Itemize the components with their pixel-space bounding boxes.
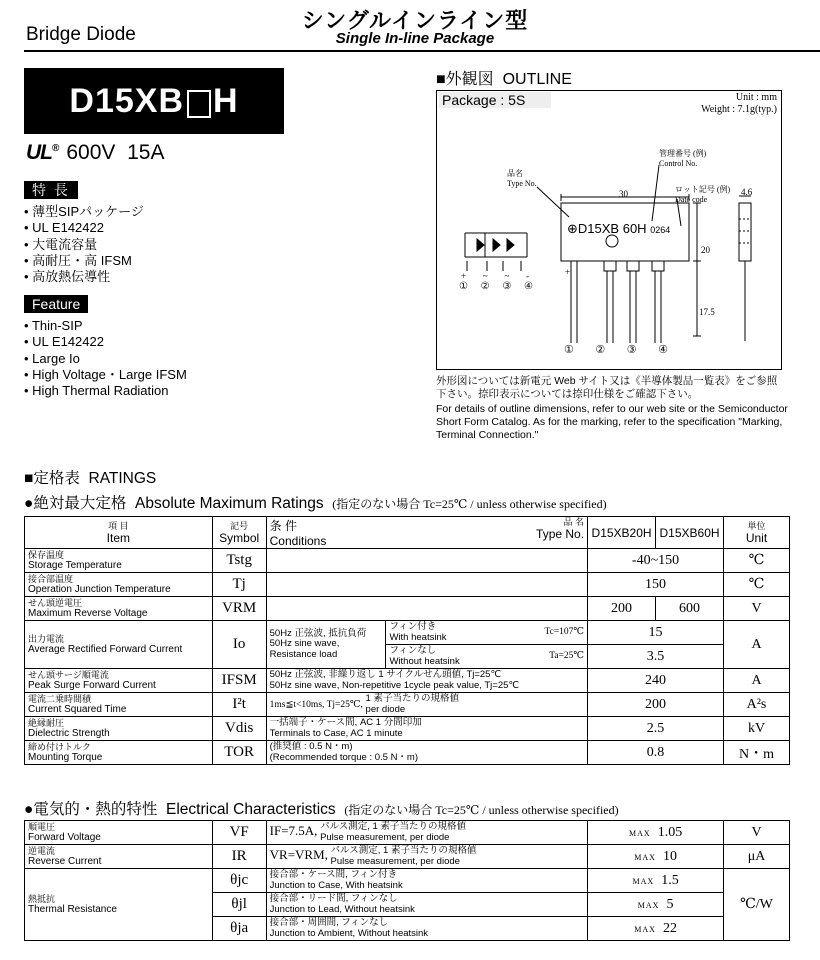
- weight-label: Weight : 7.1g(typ.): [701, 104, 777, 115]
- table-row: せん頭サージ順電流 Peak Surge Forward Current IFSM 50Hz 正弦波, 非繰り返し 1 サイクルせん頭値, Tj=25℃ 50Hz sine wave, Non-repetitive 1cycle peak value, Tj=25℃ 240 A: [25, 669, 790, 693]
- schematic-signs: + ~ ~ -: [461, 271, 529, 281]
- feature-item: • 大電流容量: [24, 237, 144, 253]
- type-no-callout: 品名 Type No.: [507, 169, 537, 188]
- unit-label: Unit : mm: [735, 92, 777, 103]
- voltage: 600V: [66, 141, 116, 164]
- part-number-box: [24, 68, 284, 134]
- dim-thickness: 4.6: [741, 187, 753, 197]
- feature-item: • UL E142422: [24, 220, 144, 236]
- electrical-heading: ●電気的・熱的特性 Electrical Characteristics (指定のない場合 Tc=25℃ / unless otherwise specified): [24, 801, 619, 818]
- variant-square-icon: [187, 90, 211, 118]
- table-row: 出力電流 Average Rectified Forward Current Io 50Hz 正弦波, 抵抗負荷 50Hz sine wave, Resistance load フィン付き With heatsink Tc=107℃ 15 A: [25, 621, 790, 645]
- top-divider: [24, 50, 820, 52]
- outline-heading: ■外観図 OUTLINE: [436, 71, 572, 88]
- table-row: θja 接合部・周囲間, フィンなし Junction to Ambient, Without heatsink MAX 22: [25, 917, 790, 941]
- current: 15A: [127, 141, 165, 164]
- feature-item: • High Voltage・Large IFSM: [24, 367, 187, 383]
- outline-drawing: [436, 90, 782, 370]
- table-row: 順電圧 Forward Voltage VF IF=7.5A, パルス測定, 1 素子当たりの規格値 Pulse measurement, per diode MAX 1.05 V: [25, 821, 790, 845]
- electrical-table: [24, 820, 790, 941]
- ul-logo-icon: UL®: [26, 141, 59, 164]
- dim-width: 30: [619, 189, 628, 199]
- table-row: 絶縁耐圧 Dielectric Strength Vdis 一括端子・ケース間, AC 1 分間印加 Terminals to Case, AC 1 minute 2.5 kV: [25, 717, 790, 741]
- title-en: Single In-line Package: [335, 30, 495, 47]
- package-label: Package : 5S: [439, 92, 551, 108]
- title-jp: シングルインライン型: [301, 8, 529, 33]
- features-jp-tag: 特 長: [24, 181, 78, 199]
- table-row: せん頭逆電圧 Maximum Reverse Voltage VRM 200 600 V: [25, 597, 790, 621]
- feature-item: • 高放熱伝導性: [24, 269, 144, 285]
- pin-numbers: ① ② ③ ④: [564, 344, 668, 356]
- features-jp: [24, 180, 144, 285]
- features-en: [24, 296, 187, 399]
- schematic-pins: ① ② ③ ④: [459, 281, 533, 292]
- dim-lead: 17.5: [699, 307, 715, 317]
- ratings-heading: ■定格表 RATINGS: [24, 470, 157, 487]
- table-row: フィンなし Without heatsink Ta=25℃ 3.5: [25, 645, 790, 669]
- date-code-callout: ロット記号 (例) Date code: [675, 185, 731, 204]
- doc-type: Bridge Diode: [26, 24, 136, 45]
- control-no-callout: 管理番号 (例) Control No.: [659, 149, 707, 168]
- table-row: 逆電流 Reverse Current IR VR=VRM, パルス測定, 1 素子当たりの規格値 Pulse measurement, per diode MAX 10 μA: [25, 845, 790, 869]
- feature-item: • 高耐圧・高 IFSM: [24, 253, 144, 269]
- table-row: 保存温度 Storage Temperature Tstg -40~150 ℃: [25, 549, 790, 573]
- part-prefix: D15XB: [69, 81, 185, 120]
- feature-item: • Large Io: [24, 351, 187, 367]
- table-row: 締め付けトルク Mounting Torque TOR (推奨値 : 0.5 N・m) (Recommended torque : 0.5 N・m) 0.8 N・m: [25, 741, 790, 765]
- table-row: 熱抵抗 Thermal Resistance θjc 接合部・ケース間, フィン付き Junction to Case, With heatsink MAX 1.5 ℃/W: [25, 869, 790, 893]
- feature-item: • High Thermal Radiation: [24, 383, 187, 399]
- package-marking: ⊕D15XB 60H 0264: [567, 221, 671, 236]
- rating-line: [26, 140, 164, 166]
- abs-max-table: [24, 516, 790, 765]
- part-suffix: H: [213, 81, 239, 120]
- outline-note-jp: 外形図については新電元 Web サイト又は《半導体製品一覧表》をご参照下さい。捺印表示については捺印仕様をご確認下さい。: [436, 375, 778, 400]
- feature-item: • UL E142422: [24, 334, 187, 350]
- table-row: 電流二乗時間積 Current Squared Time I²t 1ms≦t<10ms, Tj=25℃, 1 素子当たりの規格値 per diode 200 A²s: [25, 693, 790, 717]
- table-row: 接合部温度 Operation Junction Temperature Tj 150 ℃: [25, 573, 790, 597]
- dim-height: 20: [701, 245, 710, 255]
- feature-item: • Thin-SIP: [24, 318, 187, 334]
- features-en-tag: Feature: [24, 295, 88, 313]
- feature-item: • 薄型SIPパッケージ: [24, 204, 144, 220]
- pin-sign-plus: +: [565, 267, 571, 277]
- outline-note-en: For details of outline dimensions, refer to our web site or the Semiconductor Short Form Catalog. As for the marking, refer to the specification "Marking, Terminal Connection.": [436, 403, 788, 441]
- table-header-row: 項 目 Item 記号 Symbol 条 件 Conditions 品 名 Type No. D15XB20H D15XB60H 単位 Unit: [25, 517, 790, 549]
- table-row: θjl 接合部・リード間, フィンなし Junction to Lead, Without heatsink MAX 5: [25, 893, 790, 917]
- abs-max-heading: ●絶対最大定格 Absolute Maximum Ratings (指定のない場合 Tc=25℃ / unless otherwise specified): [24, 495, 607, 512]
